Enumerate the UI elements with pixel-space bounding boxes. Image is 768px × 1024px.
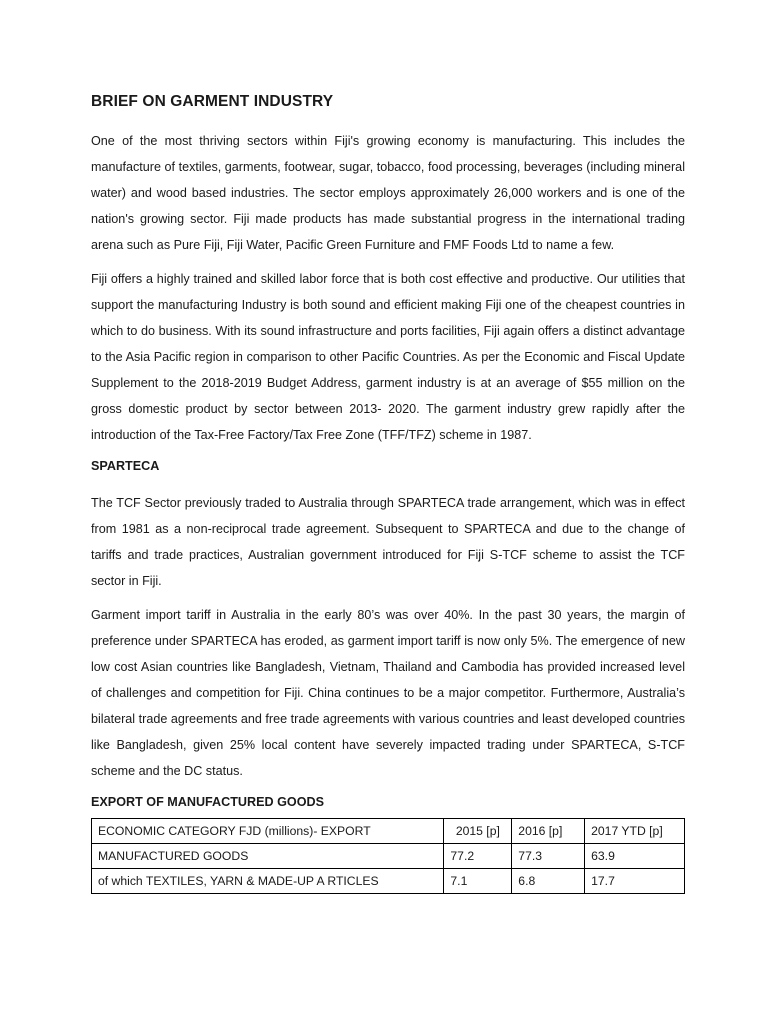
paragraph-intro: One of the most thriving sectors within Fiji's growing economy is manufacturing. This includes the manufacture of textiles, garments, footwear, sugar, tobacco, food processing, beverages (including mineral water) and wood based industries. The sector employs approximately 26,000 workers and is one of the nation's growing sector. Fiji made products has made substantial progress in the international trading arena such as Pure Fiji, Fiji Water, Pacific Green Furniture and FMF Foods Ltd to name a few. bbox=[91, 134, 685, 252]
table-cell: 6.8 bbox=[512, 869, 585, 894]
table-header-cell: 2015 [p] bbox=[444, 819, 512, 844]
table-cell: 7.1 bbox=[444, 869, 512, 894]
paragraph-garment-tariff: Garment import tariff in Australia in the early 80’s was over 40%. In the past 30 years, the margin of preference under SPARTECA has eroded, as garment import tariff is now only 5%. The emergence of new low cost Asian countries like Bangladesh, Vietnam, Thailand and Cambodia has provided increased level of challenges and competition for Fiji. China continues to be a major competitor. Furthermore, Australia’s bilateral trade agreements and free trade agreements with various countries and least developed countries like Bangladesh, given 25% local content have severely impacted trading under SPARTECA, S-TCF scheme and the DC status. bbox=[91, 608, 685, 778]
table-cell: 77.3 bbox=[512, 844, 585, 869]
table-cell: 63.9 bbox=[585, 844, 685, 869]
table-cell: MANUFACTURED GOODS bbox=[92, 844, 444, 869]
table-row bbox=[92, 869, 685, 894]
page-title: BRIEF ON GARMENT INDUSTRY bbox=[91, 93, 334, 110]
paragraph-labor-force: Fiji offers a highly trained and skilled labor force that is both cost effective and productive. Our utilities that support the manufacturing Industry is both sound and efficient making Fiji one of the cheapest countries in which to do business. With its sound infrastructure and ports facilities, Fiji again offers a distinct advantage to the Asia Pacific region in comparison to other Pacific Countries. As per the Economic and Fiscal Update Supplement to the 2018-2019 Budget Address, garment industry is at an average of $55 million on the gross domestic product by sector between 2013- 2020. The garment industry grew rapidly after the introduction of the Tax-Free Factory/Tax Free Zone (TFF/TFZ) scheme in 1987. bbox=[91, 272, 685, 442]
table-cell: 77.2 bbox=[444, 844, 512, 869]
section-heading-export: EXPORT OF MANUFACTURED GOODS bbox=[91, 795, 324, 809]
export-table bbox=[91, 818, 685, 894]
table-cell: of which TEXTILES, YARN & MADE-UP A RTICLES bbox=[92, 869, 444, 894]
document-page bbox=[91, 93, 685, 894]
table-header-row bbox=[92, 819, 685, 844]
section-heading-sparteca: SPARTECA bbox=[91, 459, 160, 473]
table-cell: 17.7 bbox=[585, 869, 685, 894]
table-header-cell: 2017 YTD [p] bbox=[585, 819, 685, 844]
table-header-cell: ECONOMIC CATEGORY FJD (millions)- EXPORT bbox=[92, 819, 444, 844]
table-header-cell: 2016 [p] bbox=[512, 819, 585, 844]
paragraph-sparteca-trade: The TCF Sector previously traded to Australia through SPARTECA trade arrangement, which was in effect from 1981 as a non-reciprocal trade agreement. Subsequent to SPARTECA and due to the change of tariffs and trade practices, Australian government introduced for Fiji S-TCF scheme to assist the TCF sector in Fiji. bbox=[91, 496, 685, 588]
table-row bbox=[92, 844, 685, 869]
